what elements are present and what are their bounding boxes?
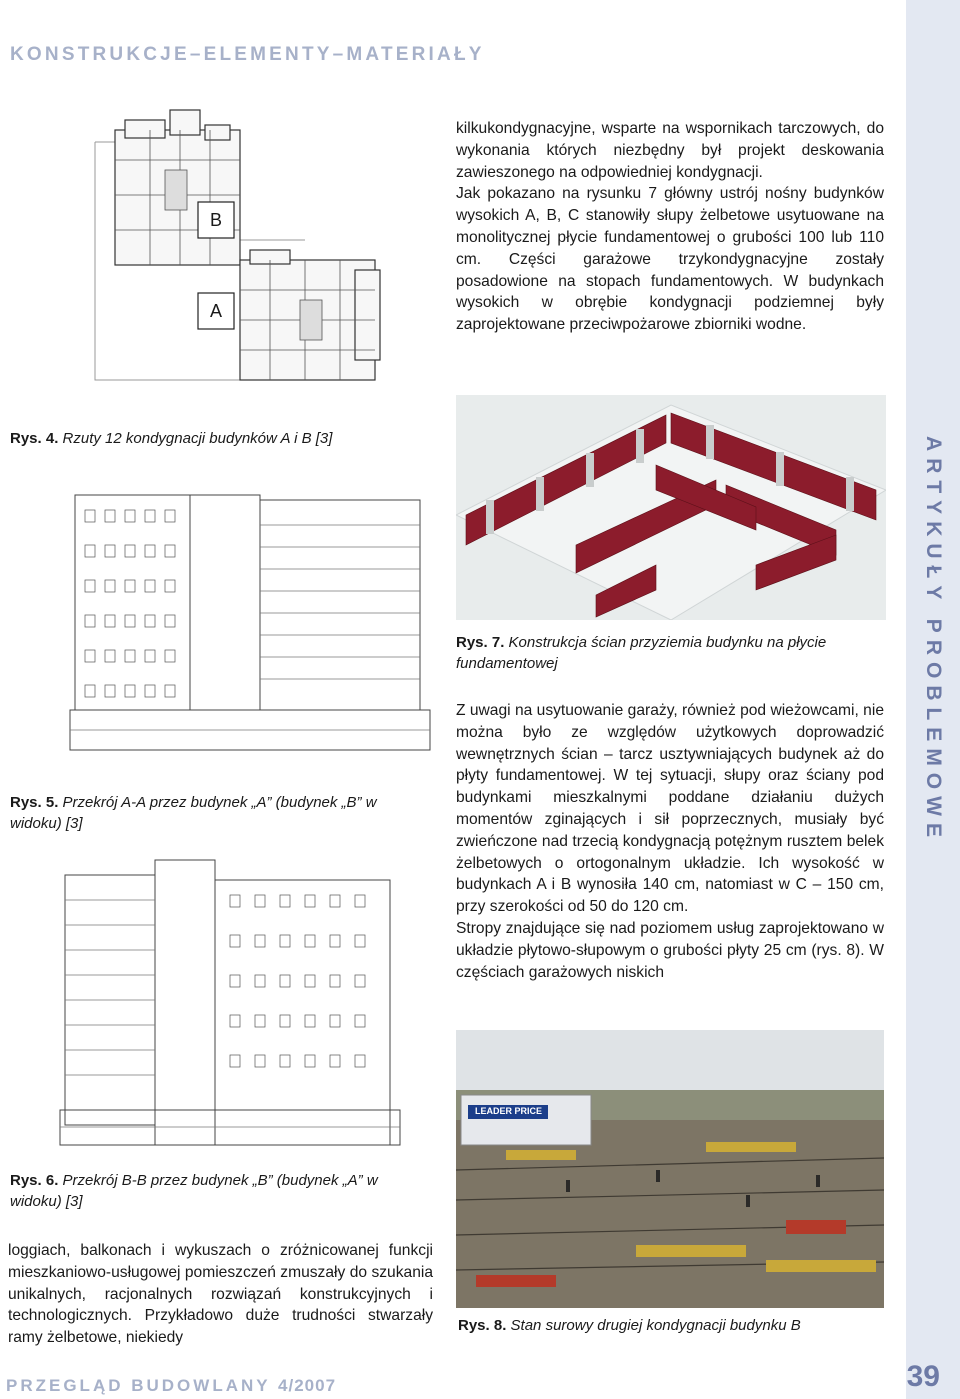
figure-5-caption (10, 792, 430, 834)
site-photo-drawing (456, 1030, 884, 1308)
section-aa-drawing (65, 485, 435, 765)
issue-number: 4/2007 (278, 1376, 337, 1395)
paragraph: Z uwagi na usytuowanie garaży, również pod wieżowcami, nie można było ze względów użytkowych doprowadzić wewnętrznych ścian – tarcz usztywniających budynek aż do płyty fundamentowej. W tej sytuacji, słupy oraz ściany pod budynkami mieszkalnymi poddane działaniu dużych momentów zginających i sił poprzecznych, musiały być zwieńczone nad trzecią kondygnacją potężnym rusztem belek żelbetowych o ortogonalnym układzie. Ich wysokość w budynkach A i B wynosiła 140 cm, natomiast w C – 150 cm, przy szerokości od 50 do 120 cm. (456, 702, 884, 916)
caption-text: Przekrój A-A przez budynek „A” (budynek „B” w widoku) [3] (10, 794, 377, 832)
section-bb-drawing (55, 855, 425, 1155)
caption-number: Rys. 7. (456, 634, 505, 651)
paragraph: kilkukondygnacyjne, wsparte na wspornikach tarczowych, do wykonania których niezbędny był projekt deskowania zawieszonego na odpowiedniej kondygnacji. (456, 120, 884, 181)
figure-site-photo (456, 1030, 884, 1308)
figure-8-caption (458, 1315, 886, 1336)
right-column-top-text (456, 118, 884, 336)
caption-text: Stan surowy drugiej kondygnacji budynku B (510, 1317, 801, 1334)
figure-floor-plans (65, 100, 395, 400)
journal-name: PRZEGLĄD BUDOWLANY (6, 1376, 271, 1395)
left-column-text (8, 1240, 433, 1349)
figure-6-caption (10, 1170, 430, 1212)
figure-3d-walls (456, 395, 886, 620)
store-sign-text: LEADER PRICE (475, 1106, 543, 1116)
figure-4-caption (10, 428, 430, 449)
caption-number: Rys. 5. (10, 794, 59, 811)
caption-number: Rys. 4. (10, 430, 59, 447)
paragraph: Jak pokazano na rysunku 7 główny ustrój nośny budynków wysokich A, B, C stanowiły słupy żelbetowe usytuowane na monolitycznej płycie fundamentowej o grubości 100 lub 110 cm. Części garażowe trzykondygnacyjne zostały posadowione na stopach fundamentowych. W budynkach wysokich w obrębie kondygnacji podziemnej były zaprojektowane przeciwpożarowe zbiorniki wodne. (456, 185, 884, 334)
floor-plan-drawing (65, 100, 395, 400)
right-column-mid-text (456, 700, 884, 983)
section-header: KONSTRUKCJE–ELEMENTY–MATERIAŁY (10, 44, 485, 65)
figure-section-aa (65, 485, 435, 765)
caption-text: Przekrój B-B przez budynek „B” (budynek „A” w widoku) [3] (10, 1172, 378, 1210)
figure-7-caption (456, 632, 884, 674)
paragraph: Stropy znajdujące się nad poziomem usług zaprojektowano w układzie płytowo-słupowym o grubości płyty 25 cm (rys. 8). W częściach garażowych niskich (456, 919, 884, 981)
caption-number: Rys. 6. (10, 1172, 59, 1189)
building-b-label: B (209, 210, 222, 230)
figure-section-bb (55, 855, 425, 1155)
caption-number: Rys. 8. (458, 1317, 507, 1334)
caption-text: Konstrukcja ścian przyziemia budynku na płycie fundamentowej (456, 634, 827, 672)
paragraph: loggiach, balkonach i wykuszach o zróżnicowanej funkcji mieszkaniowo-usługowej pomieszczeń zmuszały do szukania unikalnych, racjonalnych rozwiązań konstrukcyjnych i technologicznych. Przykładowo duże trudności stwarzały ramy żelbetowe, niekiedy (8, 1242, 433, 1347)
sidebar-band (906, 0, 960, 1399)
page-number: 39 (906, 1360, 940, 1393)
building-a-label: A (209, 301, 222, 321)
journal-footer (6, 1376, 336, 1396)
walls-render-drawing (456, 395, 886, 620)
caption-text: Rzuty 12 kondygnacji budynków A i B [3] (62, 430, 333, 447)
sidebar-label: ARTYKUŁY PROBLEMOWE (922, 436, 945, 844)
